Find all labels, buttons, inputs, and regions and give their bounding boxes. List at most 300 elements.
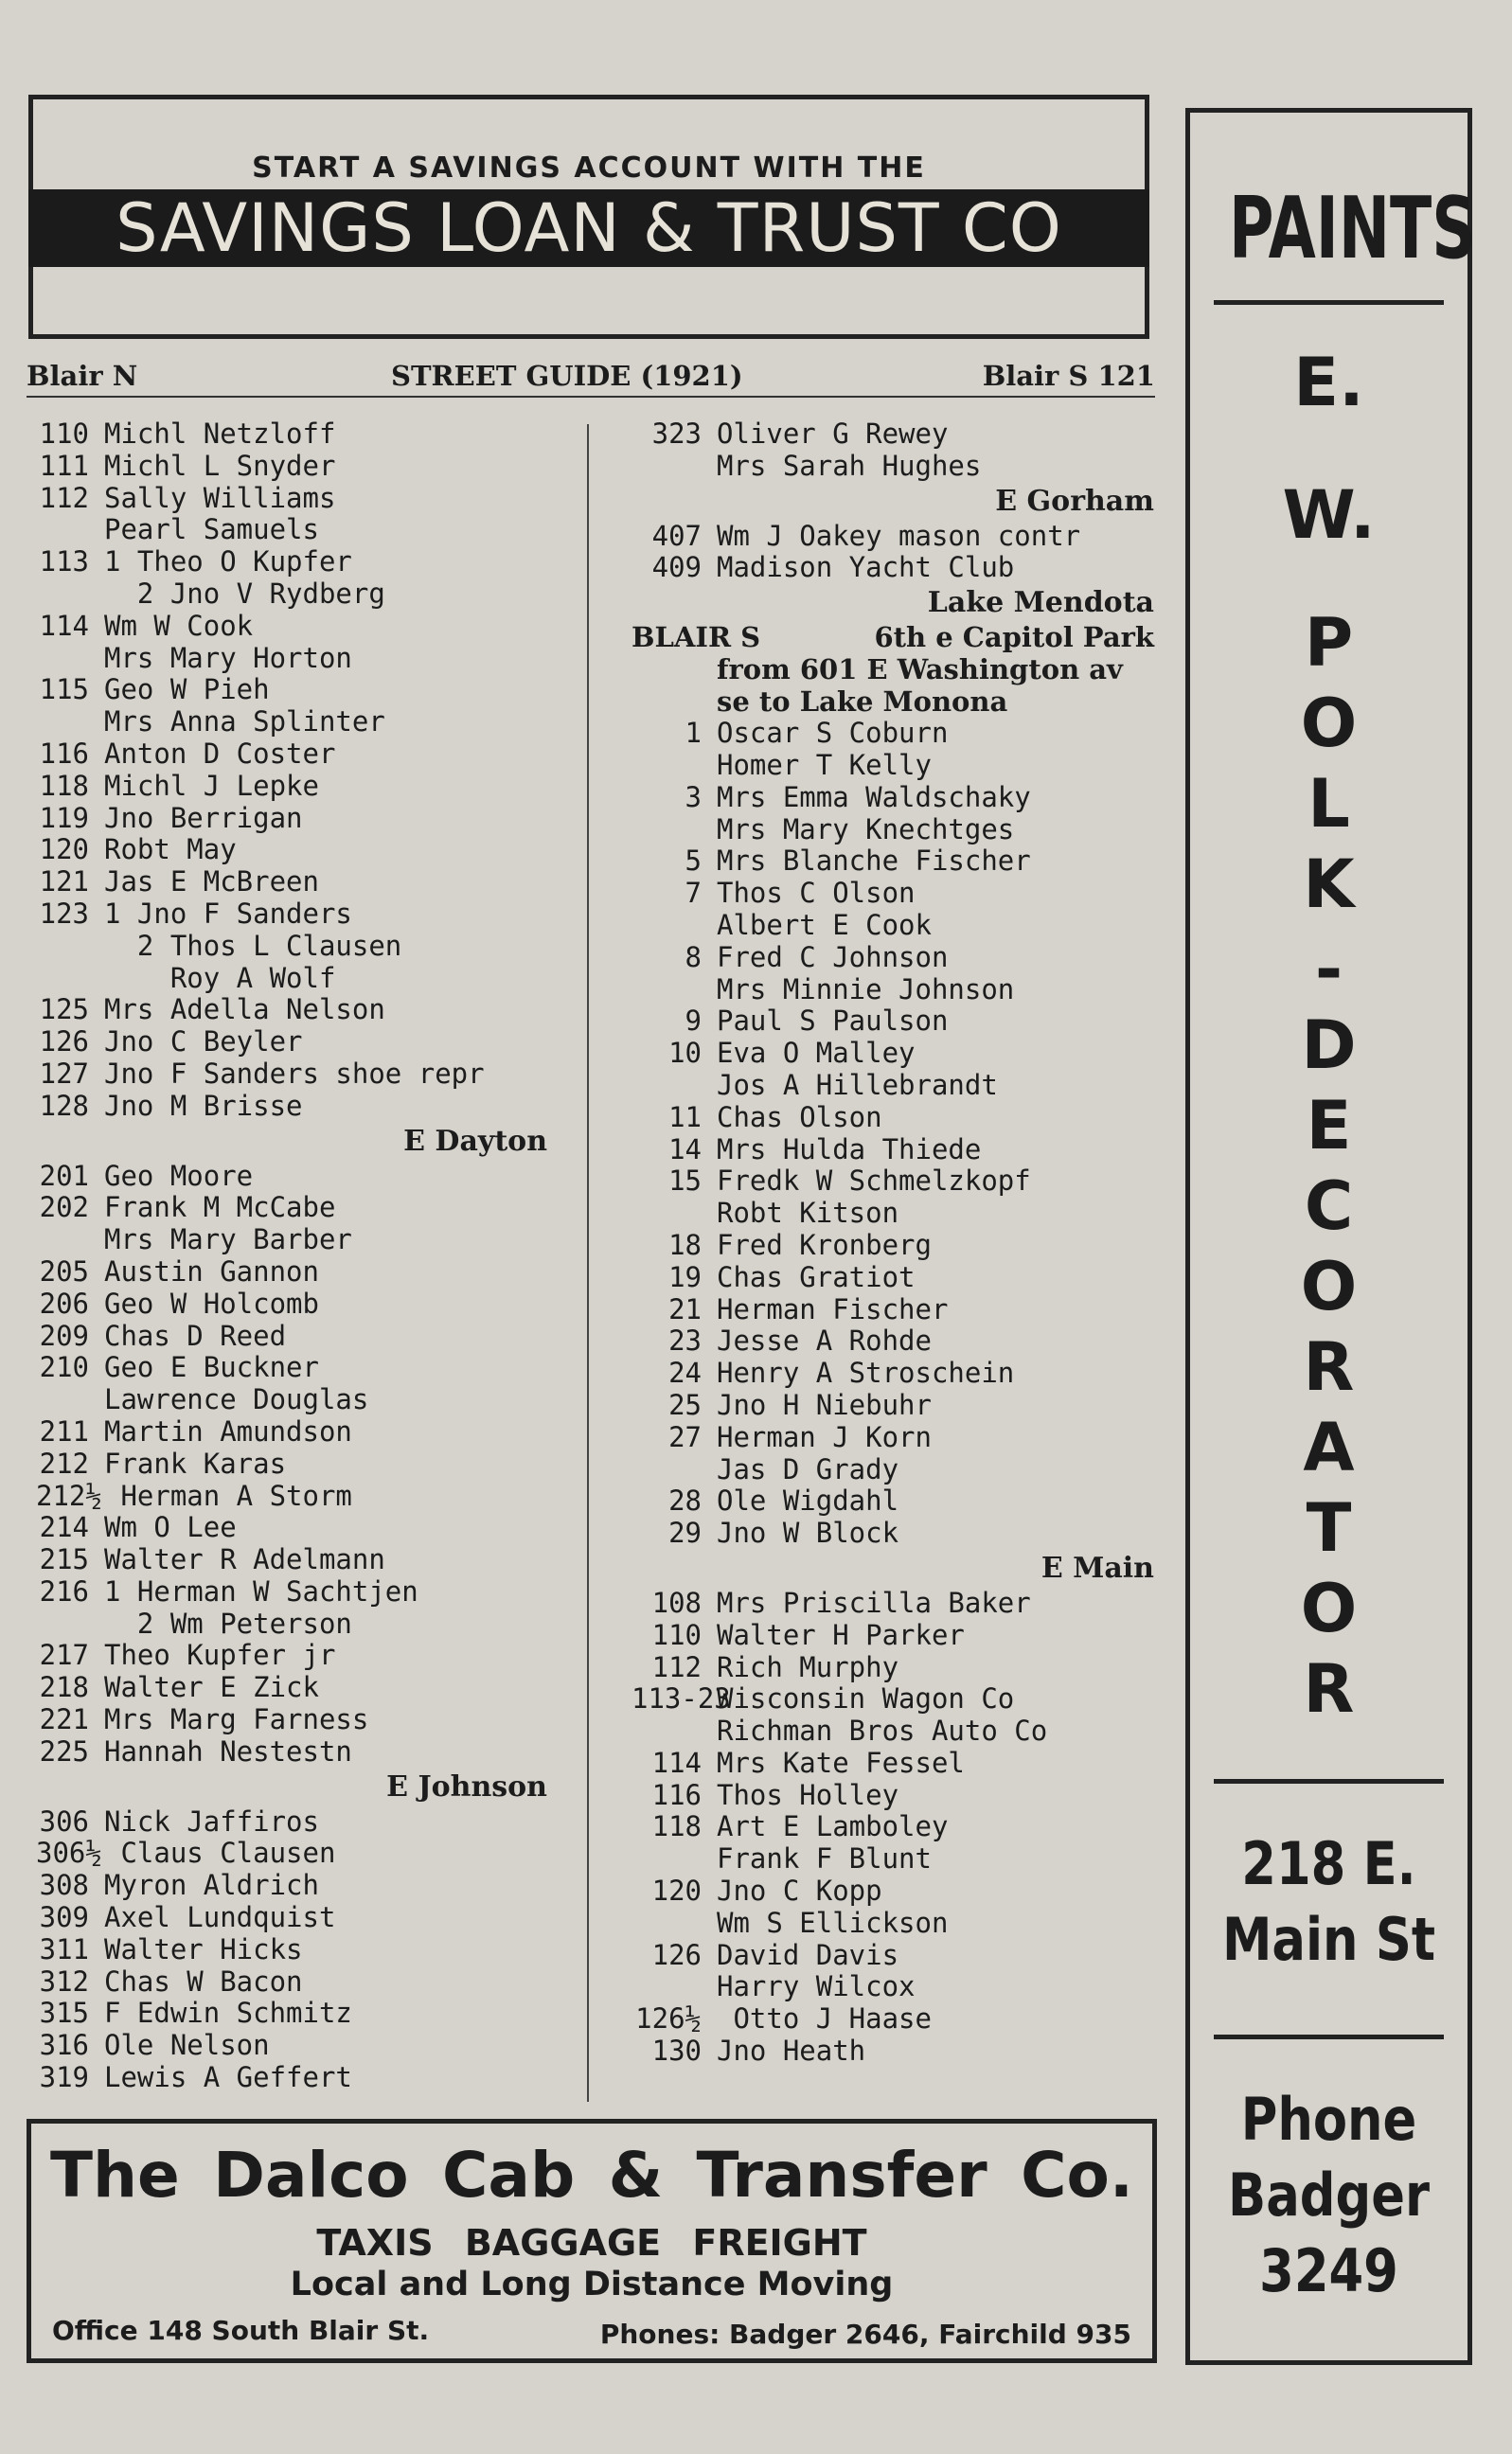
house-number: 128 <box>39 1089 89 1122</box>
house-number: 211 <box>39 1414 89 1448</box>
resident-name: Oscar S Coburn <box>717 717 949 750</box>
dalco-title-word: Transfer <box>696 2139 987 2212</box>
resident-name: Wisconsin Wagon Co <box>717 1682 1015 1716</box>
dalco-office: Office 148 South Blair St. <box>52 2315 430 2346</box>
listing-row <box>36 418 547 451</box>
listing-row <box>631 521 1154 553</box>
house-number: 407 <box>651 519 702 552</box>
house-number: 205 <box>39 1254 89 1288</box>
house-number: 110 <box>651 1618 702 1651</box>
house-number: 19 <box>668 1260 702 1293</box>
resident-name: Pearl Samuels <box>104 513 319 546</box>
listing-row <box>631 1230 1154 1262</box>
house-number: 118 <box>651 1810 702 1843</box>
listing-row <box>36 1091 547 1123</box>
resident-name: Walter R Adelmann <box>104 1543 385 1576</box>
house-number: 126 <box>651 1938 702 1971</box>
resident-name: Frank Karas <box>104 1447 287 1480</box>
resident-name: Jno Heath <box>717 2035 866 2068</box>
house-number: 312 <box>39 1965 89 1998</box>
house-number: 29 <box>668 1517 702 1550</box>
house-number: 225 <box>39 1734 89 1768</box>
resident-name: Anton D Coster <box>104 737 336 770</box>
house-number: 21 <box>668 1292 702 1325</box>
dalco-title-word: The <box>50 2139 180 2212</box>
listing-row <box>631 1908 1154 1940</box>
listing-row <box>631 1485 1154 1518</box>
resident-name: Ole Wigdahl <box>717 1485 899 1518</box>
resident-name: Madison Yacht Club <box>717 551 1015 584</box>
house-number: 112 <box>39 481 89 514</box>
house-number: 323 <box>651 418 702 450</box>
decorator-name-letter: E. <box>1293 344 1364 421</box>
listing-row <box>36 1321 547 1353</box>
resident-name: Herman A Storm <box>104 1479 352 1512</box>
house-number: 114 <box>39 609 89 642</box>
resident-name: Mrs Mary Horton <box>104 641 352 674</box>
listing-row <box>631 942 1154 974</box>
house-number: 217 <box>39 1639 89 1672</box>
resident-name: Mrs Kate Fessel <box>717 1746 965 1779</box>
resident-name: Roy A Wolf <box>104 961 336 994</box>
house-number: 11 <box>668 1100 702 1133</box>
savings-ad-tagline: START A SAVINGS ACCOUNT WITH THE <box>252 151 926 185</box>
house-number: 126 <box>39 1025 89 1058</box>
resident-name: Walter H Parker <box>717 1618 965 1651</box>
resident-name: Wm S Ellickson <box>717 1906 949 1939</box>
listing-row <box>36 1544 547 1576</box>
decorator-name-letter: T <box>1306 1489 1352 1567</box>
listing-row <box>36 1609 547 1641</box>
listing-row <box>36 1058 547 1091</box>
house-number: 14 <box>668 1132 702 1165</box>
resident-name: Mrs Priscilla Baker <box>717 1586 1031 1619</box>
listing-row <box>631 1325 1154 1358</box>
column-divider <box>587 424 589 2102</box>
resident-name: Michl J Lepke <box>104 769 319 802</box>
phone-line-2: Badger <box>1228 2161 1430 2230</box>
listing-row <box>36 866 547 898</box>
house-number: 214 <box>39 1511 89 1544</box>
phone-line-1: Phone <box>1240 2085 1417 2154</box>
listing-row <box>631 2036 1154 2068</box>
resident-name: Frank M McCabe <box>104 1191 336 1224</box>
listing-row <box>36 611 547 643</box>
listing-row <box>631 1843 1154 1876</box>
house-number: 209 <box>39 1319 89 1352</box>
polk-decorator-ad <box>1185 108 1476 2365</box>
listing-row <box>36 738 547 771</box>
house-number: 7 <box>685 877 702 910</box>
resident-name: Frank F Blunt <box>717 1842 932 1876</box>
resident-name: David Davis <box>717 1938 899 1971</box>
house-number: 201 <box>39 1159 89 1192</box>
listing-row <box>36 578 547 611</box>
resident-name: Eva O Malley <box>717 1037 916 1070</box>
dalco-cab-ad <box>27 2119 1157 2363</box>
listing-row <box>36 2030 547 2062</box>
resident-name: Robt Kitson <box>717 1197 899 1230</box>
resident-name: Wm O Lee <box>104 1511 237 1544</box>
listing-row <box>36 803 547 835</box>
house-number: 130 <box>651 2035 702 2068</box>
house-number: 221 <box>39 1703 89 1736</box>
resident-name: Myron Aldrich <box>104 1869 319 1902</box>
resident-name: Ole Nelson <box>104 2029 270 2062</box>
listing-row <box>631 418 1154 451</box>
listing-row <box>36 1704 547 1736</box>
resident-name: Lawrence Douglas <box>104 1383 369 1416</box>
savings-ad-bank-name: SAVINGS LOAN & TRUST CO <box>28 189 1149 267</box>
house-number: 113 <box>39 545 89 578</box>
house-number: 212½ <box>36 1479 102 1512</box>
resident-name: 1 Jno F Sanders <box>104 897 352 930</box>
house-number: 3 <box>685 780 702 813</box>
house-number: 123 <box>39 897 89 930</box>
decorator-name-letter: O <box>1300 1570 1358 1647</box>
resident-name: Martin Amundson <box>104 1414 352 1448</box>
decorator-name-letter: C <box>1304 1167 1354 1245</box>
header-title: STREET GUIDE (1921) <box>391 360 743 392</box>
listing-row <box>631 1518 1154 1550</box>
listing-row <box>631 750 1154 782</box>
house-number: 112 <box>651 1650 702 1683</box>
decorator-name-letter: - <box>1314 931 1343 1008</box>
resident-name: Jno C Beyler <box>104 1025 303 1058</box>
street-heading <box>631 622 1154 718</box>
listing-row <box>631 782 1154 814</box>
resident-name: Lewis A Geffert <box>104 2061 352 2094</box>
house-number: 215 <box>39 1543 89 1576</box>
right-column <box>631 418 1154 2068</box>
house-number: 5 <box>685 845 702 878</box>
decorator-name-letter: R <box>1303 1328 1355 1406</box>
house-number: 315 <box>39 1997 89 2030</box>
listing-row <box>36 1384 547 1416</box>
listing-row <box>36 514 547 546</box>
listing-row <box>36 1192 547 1224</box>
cross-street-heading: E Johnson <box>386 1769 547 1804</box>
resident-name: 2 Thos L Clausen <box>104 929 402 962</box>
listing-row <box>631 552 1154 584</box>
listing-row <box>36 931 547 963</box>
house-number: 24 <box>668 1357 702 1390</box>
resident-name: Michl Netzloff <box>104 418 336 450</box>
listing-row <box>36 1672 547 1704</box>
listing-row <box>631 1876 1154 1908</box>
house-number: 111 <box>39 449 89 482</box>
resident-name: Chas W Bacon <box>104 1965 303 1998</box>
resident-name: Paul S Paulson <box>717 1005 949 1038</box>
house-number: 210 <box>39 1351 89 1384</box>
dalco-services: TAXIS BAGGAGE FREIGHT <box>316 2222 867 2264</box>
resident-name: Mrs Emma Waldschaky <box>717 780 1031 813</box>
listing-row <box>631 1652 1154 1684</box>
dalco-title-word: & <box>608 2139 664 2212</box>
resident-name: Austin Gannon <box>104 1254 319 1288</box>
resident-name: Jesse A Rohde <box>717 1325 932 1358</box>
resident-name: Mrs Anna Splinter <box>104 705 385 738</box>
savings-ad <box>28 95 1149 339</box>
house-number: 115 <box>39 673 89 706</box>
listing-row <box>631 974 1154 1006</box>
listing-row <box>36 2062 547 2094</box>
resident-name: Jno Berrigan <box>104 801 303 834</box>
house-number: 121 <box>39 865 89 898</box>
listing-row <box>36 1806 547 1839</box>
page-header <box>27 358 1155 398</box>
resident-name: Fred Kronberg <box>717 1228 932 1261</box>
house-number: 28 <box>668 1485 702 1518</box>
dalco-title-word: Co. <box>1021 2139 1133 2212</box>
listing-row <box>631 1620 1154 1652</box>
resident-name: Mrs Sarah Hughes <box>717 449 982 482</box>
listing-row <box>631 1683 1154 1716</box>
listing-row <box>631 1005 1154 1038</box>
listing-row <box>631 2003 1154 2036</box>
decorator-name-letter: D <box>1301 1006 1357 1084</box>
rule <box>1214 1779 1444 1784</box>
resident-name: Robt May <box>104 833 237 866</box>
listing-row <box>36 1256 547 1289</box>
listing-row <box>631 1971 1154 2003</box>
listing-row <box>36 483 547 515</box>
paints-heading: PAINTS <box>1229 179 1476 278</box>
street-heading-text: from 601 E Washington av <box>717 653 1123 686</box>
resident-name: Fred C Johnson <box>717 940 949 973</box>
resident-name: Jno W Block <box>717 1517 899 1550</box>
resident-name: Jas D Grady <box>717 1452 899 1485</box>
listing-row <box>631 1390 1154 1422</box>
resident-name: Wm J Oakey mason contr <box>717 519 1081 552</box>
resident-name: Fredk W Schmelzkopf <box>717 1165 1031 1198</box>
listing-row <box>631 1940 1154 1972</box>
house-number: 110 <box>39 418 89 450</box>
cross-street-heading: E Main <box>1041 1551 1154 1585</box>
resident-name: Jos A Hillebrandt <box>717 1068 998 1101</box>
house-number: 306 <box>39 1805 89 1838</box>
decorator-name-letter: O <box>1300 685 1358 762</box>
listing-row <box>631 1588 1154 1620</box>
decorator-name-letter: P <box>1304 604 1354 682</box>
listing-row <box>631 1165 1154 1198</box>
listing-row <box>631 910 1154 942</box>
resident-name: Michl L Snyder <box>104 449 336 482</box>
listing-row <box>36 1902 547 1934</box>
cross-street-heading: E Dayton <box>403 1124 547 1158</box>
resident-name: Richman Bros Auto Co <box>717 1715 1048 1748</box>
listing-row <box>631 1262 1154 1294</box>
decorator-phone <box>1211 2082 1447 2309</box>
listing-row <box>631 718 1154 750</box>
resident-name: Jno M Brisse <box>104 1089 303 1122</box>
cross-street-heading: E Gorham <box>995 484 1154 518</box>
listing-row <box>631 1454 1154 1486</box>
resident-name: Rich Murphy <box>717 1650 899 1683</box>
listing-row <box>36 706 547 738</box>
resident-name: Thos C Olson <box>717 877 916 910</box>
listing-row <box>631 451 1154 483</box>
resident-name: Mrs Hulda Thiede <box>717 1132 982 1165</box>
house-number: 10 <box>668 1037 702 1070</box>
listing-row <box>36 1161 547 1193</box>
resident-name: Nick Jaffiros <box>104 1805 319 1838</box>
dalco-title-word: Dalco <box>213 2139 409 2212</box>
resident-name: Theo Kupfer jr <box>104 1639 336 1672</box>
resident-name: Harry Wilcox <box>717 1970 916 2003</box>
resident-name: 1 Herman W Sachtjen <box>104 1574 418 1608</box>
listing-row <box>36 1870 547 1902</box>
listing-row <box>36 1289 547 1321</box>
listing-row <box>36 451 547 483</box>
resident-name: 2 Jno V Rydberg <box>104 577 385 610</box>
listing-row <box>36 1640 547 1672</box>
house-number: 126½ <box>635 2002 702 2036</box>
house-number: 114 <box>651 1746 702 1779</box>
house-number: 25 <box>668 1388 702 1421</box>
resident-name: Chas Gratiot <box>717 1260 916 1293</box>
listing-row <box>631 1198 1154 1230</box>
decorator-name-letter: W. <box>1282 476 1376 554</box>
resident-name: Henry A Stroschein <box>717 1357 1015 1390</box>
listing-row <box>36 898 547 931</box>
house-number: 113-23 <box>631 1682 731 1716</box>
listing-row <box>36 1736 547 1769</box>
house-number: 206 <box>39 1287 89 1320</box>
street-heading-text: se to Lake Monona <box>717 685 1008 719</box>
resident-name: Jno F Sanders shoe repr <box>104 1057 485 1090</box>
listing-row <box>631 1102 1154 1134</box>
dalco-moving: Local and Long Distance Moving <box>290 2266 894 2303</box>
resident-name: Wm W Cook <box>104 609 254 642</box>
house-number: 308 <box>39 1869 89 1902</box>
resident-name: Art E Lamboley <box>717 1810 949 1843</box>
dalco-ad-title <box>50 2139 1133 2212</box>
street-heading-text: BLAIR S <box>631 621 761 654</box>
house-number: 218 <box>39 1671 89 1704</box>
house-number: 409 <box>651 551 702 584</box>
decorator-address <box>1211 1826 1447 1978</box>
listing-row <box>36 963 547 995</box>
house-number: 212 <box>39 1447 89 1480</box>
decorator-name-letter: A <box>1303 1409 1355 1486</box>
resident-name: Chas Olson <box>717 1100 882 1133</box>
decorator-name-letter: R <box>1303 1650 1355 1728</box>
listing-row <box>36 1352 547 1384</box>
resident-name: Geo Moore <box>104 1159 254 1192</box>
house-number: 1 <box>685 717 702 750</box>
resident-name: 2 Wm Peterson <box>104 1607 352 1640</box>
house-number: 120 <box>39 833 89 866</box>
resident-name: Chas D Reed <box>104 1319 287 1352</box>
listing-row <box>631 1748 1154 1780</box>
house-number: 9 <box>685 1005 702 1038</box>
listing-row <box>631 845 1154 878</box>
resident-name: Mrs Mary Barber <box>104 1223 352 1256</box>
listing-row <box>631 1780 1154 1812</box>
listing-row <box>631 1294 1154 1326</box>
resident-name: F Edwin Schmitz <box>104 1997 352 2030</box>
house-number: 15 <box>668 1165 702 1198</box>
listing-row <box>36 1416 547 1449</box>
resident-name: Hannah Nestestn <box>104 1734 352 1768</box>
address-line-2: Main St <box>1221 1905 1436 1974</box>
resident-name: Mrs Adella Nelson <box>104 993 385 1026</box>
listing-row <box>36 1224 547 1256</box>
resident-name: Geo W Holcomb <box>104 1287 319 1320</box>
street-heading-text: 6th e Capitol Park <box>874 621 1154 654</box>
resident-name: Thos Holley <box>717 1778 899 1811</box>
cross-street-heading: Lake Mendota <box>927 586 1154 620</box>
listing-row <box>631 1038 1154 1070</box>
header-left: Blair N <box>27 360 138 392</box>
listing-row <box>36 643 547 675</box>
resident-name: Jno H Niebuhr <box>717 1388 932 1421</box>
house-number: 319 <box>39 2061 89 2094</box>
house-number: 27 <box>668 1420 702 1453</box>
house-number: 116 <box>651 1778 702 1811</box>
phone-line-3: 3249 <box>1259 2236 1398 2305</box>
resident-name: 1 Theo O Kupfer <box>104 545 352 578</box>
house-number: 8 <box>685 940 702 973</box>
listing-row <box>631 878 1154 910</box>
resident-name: Mrs Minnie Johnson <box>717 972 1015 1005</box>
listing-row <box>36 1576 547 1609</box>
house-number: 125 <box>39 993 89 1026</box>
house-number: 108 <box>651 1586 702 1619</box>
listing-row <box>631 1070 1154 1102</box>
listing-row <box>631 1358 1154 1390</box>
resident-name: Homer T Kelly <box>717 748 932 781</box>
resident-name: Geo E Buckner <box>104 1351 319 1384</box>
house-number: 316 <box>39 2029 89 2062</box>
listing-row <box>36 1512 547 1544</box>
listing-row <box>631 1811 1154 1843</box>
resident-name: Herman J Korn <box>717 1420 932 1453</box>
listing-row <box>36 1449 547 1481</box>
house-number: 18 <box>668 1228 702 1261</box>
resident-name: Mrs Blanche Fischer <box>717 845 1031 878</box>
decorator-name-letter: L <box>1307 765 1350 843</box>
house-number: 120 <box>651 1875 702 1908</box>
rule <box>1214 2035 1444 2039</box>
listing-row <box>36 1838 547 1870</box>
house-number: 119 <box>39 801 89 834</box>
listing-row <box>36 1966 547 1999</box>
resident-name: Jno C Kopp <box>717 1875 882 1908</box>
listing-row <box>36 834 547 866</box>
decorator-name-letter: K <box>1303 845 1355 923</box>
listing-row <box>36 674 547 706</box>
house-number: 306½ <box>36 1837 102 1870</box>
listing-row <box>631 1422 1154 1454</box>
resident-name: Oliver G Rewey <box>717 418 949 450</box>
resident-name: Herman Fischer <box>717 1292 949 1325</box>
address-line-1: 218 E. <box>1241 1829 1416 1898</box>
house-number: 116 <box>39 737 89 770</box>
listing-row <box>36 1998 547 2030</box>
left-column <box>36 418 547 2094</box>
listing-row <box>36 994 547 1026</box>
house-number: 127 <box>39 1057 89 1090</box>
header-right: Blair S 121 <box>982 360 1155 392</box>
house-number: 202 <box>39 1191 89 1224</box>
rule <box>1214 300 1444 305</box>
resident-name: Mrs Marg Farness <box>104 1703 369 1736</box>
resident-name: Walter E Zick <box>104 1671 319 1704</box>
house-number: 311 <box>39 1932 89 1965</box>
listing-row <box>36 771 547 803</box>
